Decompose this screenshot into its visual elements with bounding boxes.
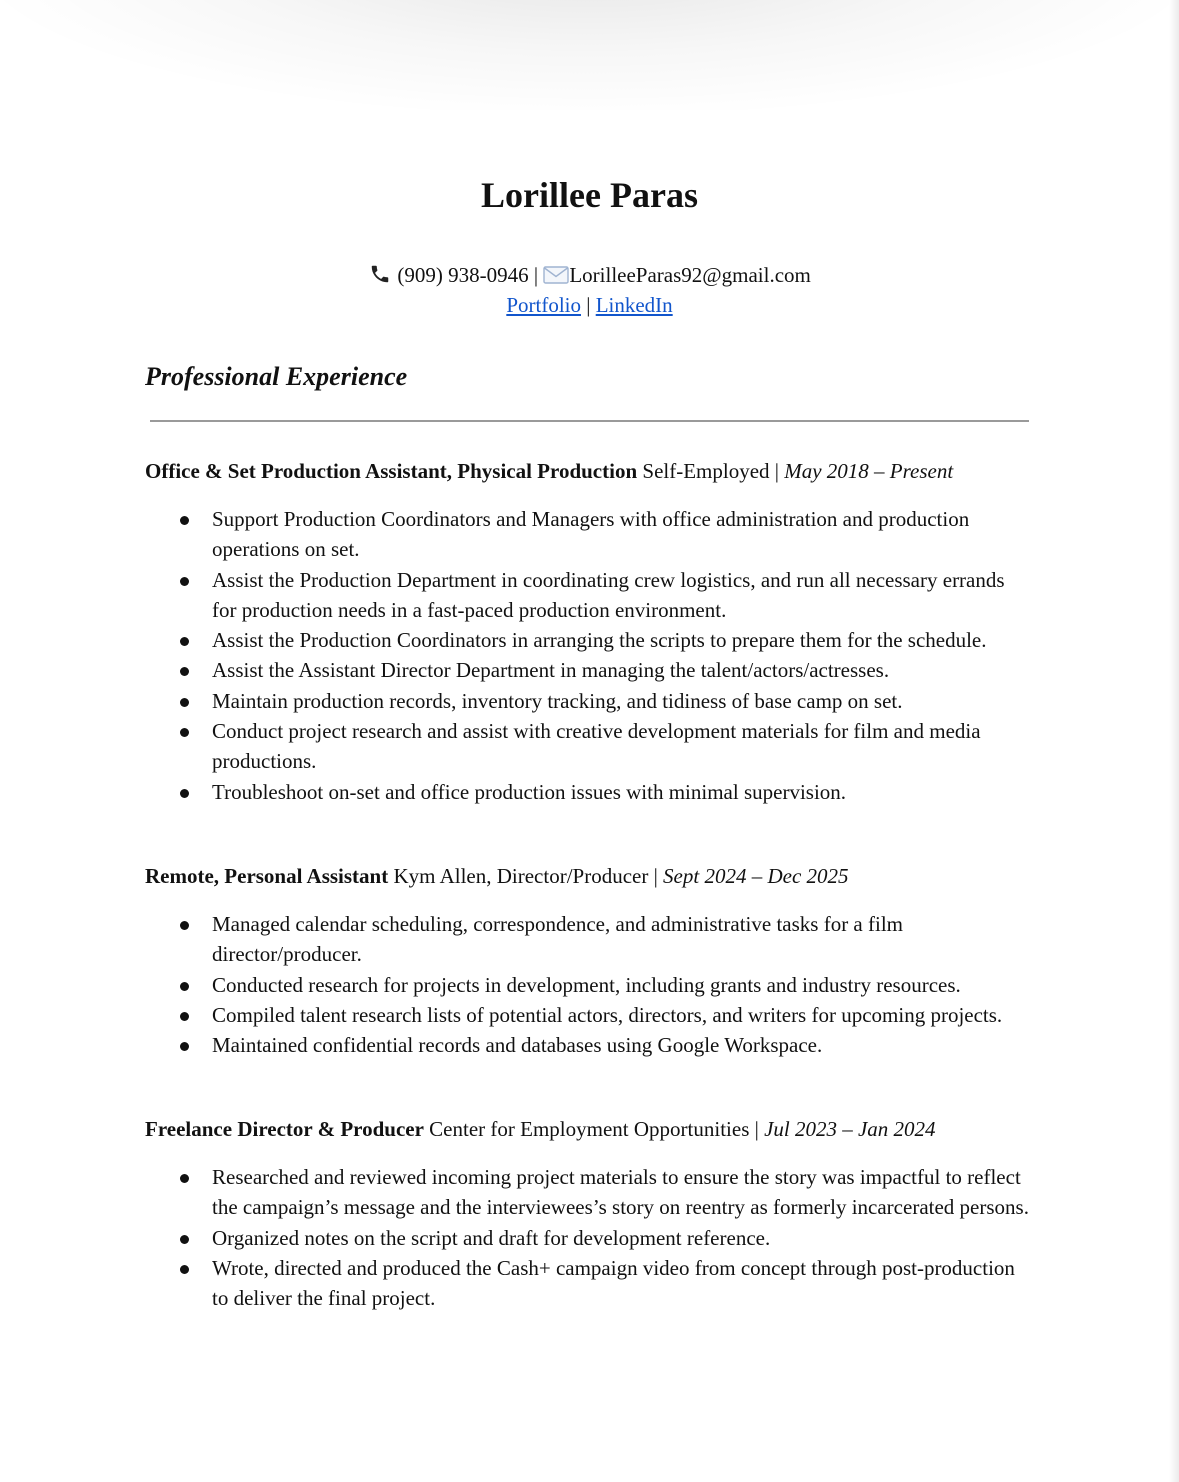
bullet-icon bbox=[180, 982, 189, 991]
bullet-item: Troubleshoot on-set and office production issues with minimal supervision. bbox=[145, 777, 1034, 807]
job-org: Self-Employed | bbox=[637, 459, 785, 483]
bullet-icon bbox=[180, 516, 189, 525]
email-address[interactable]: LorilleeParas92@gmail.com bbox=[569, 263, 811, 287]
linkedin-link[interactable]: LinkedIn bbox=[595, 293, 673, 317]
job-dates: May 2018 – Present bbox=[784, 459, 954, 483]
bullet-icon bbox=[180, 1235, 189, 1244]
bullet-icon bbox=[180, 1012, 189, 1021]
envelope-icon bbox=[543, 265, 569, 292]
job-entry bbox=[145, 861, 1045, 1060]
bullet-icon bbox=[180, 637, 189, 646]
bullet-icon bbox=[180, 698, 189, 707]
contact-line bbox=[0, 262, 1179, 292]
job-bullets bbox=[145, 909, 1045, 1060]
job-org: Center for Employment Opportunities | bbox=[423, 1117, 765, 1141]
job-bullets bbox=[145, 504, 1045, 807]
bullet-item: Researched and reviewed incoming project materials to ensure the story was impactful to reflect the campaign’s message and the interviewees’s story on reentry as formerly incarcerated persons. bbox=[145, 1162, 1034, 1223]
job-dates: Sept 2024 – Dec 2025 bbox=[663, 864, 849, 888]
job-bullets bbox=[145, 1162, 1045, 1313]
bullet-item: Assist the Production Department in coordinating crew logistics, and run all necessary errands for production needs in a fast-paced production environment. bbox=[145, 565, 1034, 626]
bullet-icon bbox=[180, 728, 189, 737]
bullet-icon bbox=[180, 667, 189, 676]
bullet-item: Compiled talent research lists of potential actors, directors, and writers for upcoming projects. bbox=[145, 1000, 1034, 1030]
bullet-item: Conducted research for projects in development, including grants and industry resources. bbox=[145, 970, 1034, 1000]
separator: | bbox=[586, 293, 591, 317]
bullet-item: Assist the Production Coordinators in arranging the scripts to prepare them for the schedule. bbox=[145, 625, 1034, 655]
job-entry bbox=[145, 1114, 1045, 1313]
job-dates: Jul 2023 – Jan 2024 bbox=[764, 1117, 936, 1141]
bullet-icon bbox=[180, 921, 189, 930]
contact-block bbox=[0, 262, 1179, 319]
job-heading bbox=[145, 1114, 1045, 1144]
job-entry bbox=[145, 456, 1045, 807]
bullet-item: Conduct project research and assist with creative development materials for film and media productions. bbox=[145, 716, 1034, 777]
bullet-icon bbox=[180, 1174, 189, 1183]
job-title: Office & Set Production Assistant, Physical Production bbox=[145, 459, 638, 483]
bullet-icon bbox=[180, 1042, 189, 1051]
bullet-item: Managed calendar scheduling, correspondence, and administrative tasks for a film director/producer. bbox=[145, 909, 1034, 970]
resume-name: Lorillee Paras bbox=[481, 175, 698, 215]
job-heading bbox=[145, 861, 1045, 891]
page-edge bbox=[1169, 0, 1179, 1482]
links-line bbox=[0, 292, 1179, 319]
phone-number: (909) 938-0946 bbox=[397, 263, 529, 287]
bullet-icon bbox=[180, 1265, 189, 1274]
job-org: Kym Allen, Director/Producer | bbox=[388, 864, 664, 888]
bullet-item: Wrote, directed and produced the Cash+ campaign video from concept through post-production to deliver the final project. bbox=[145, 1253, 1034, 1314]
page-shadow bbox=[0, 0, 1179, 110]
bullet-item: Maintain production records, inventory tracking, and tidiness of base camp on set. bbox=[145, 686, 1034, 716]
separator: | bbox=[533, 263, 539, 287]
bullet-icon bbox=[180, 789, 189, 798]
section-divider bbox=[150, 420, 1029, 422]
job-title: Remote, Personal Assistant bbox=[145, 864, 389, 888]
bullet-icon bbox=[180, 577, 189, 586]
bullet-item: Assist the Assistant Director Department in managing the talent/actors/actresses. bbox=[145, 655, 1034, 685]
job-title: Freelance Director & Producer bbox=[145, 1117, 424, 1141]
bullet-item: Organized notes on the script and draft for development reference. bbox=[145, 1223, 1034, 1253]
bullet-item: Support Production Coordinators and Managers with office administration and production operations on set. bbox=[145, 504, 1034, 565]
section-title: Professional Experience bbox=[145, 362, 408, 391]
phone-icon bbox=[368, 263, 392, 292]
portfolio-link[interactable]: Portfolio bbox=[506, 293, 581, 317]
bullet-item: Maintained confidential records and databases using Google Workspace. bbox=[145, 1030, 1034, 1060]
job-heading bbox=[145, 456, 1045, 486]
